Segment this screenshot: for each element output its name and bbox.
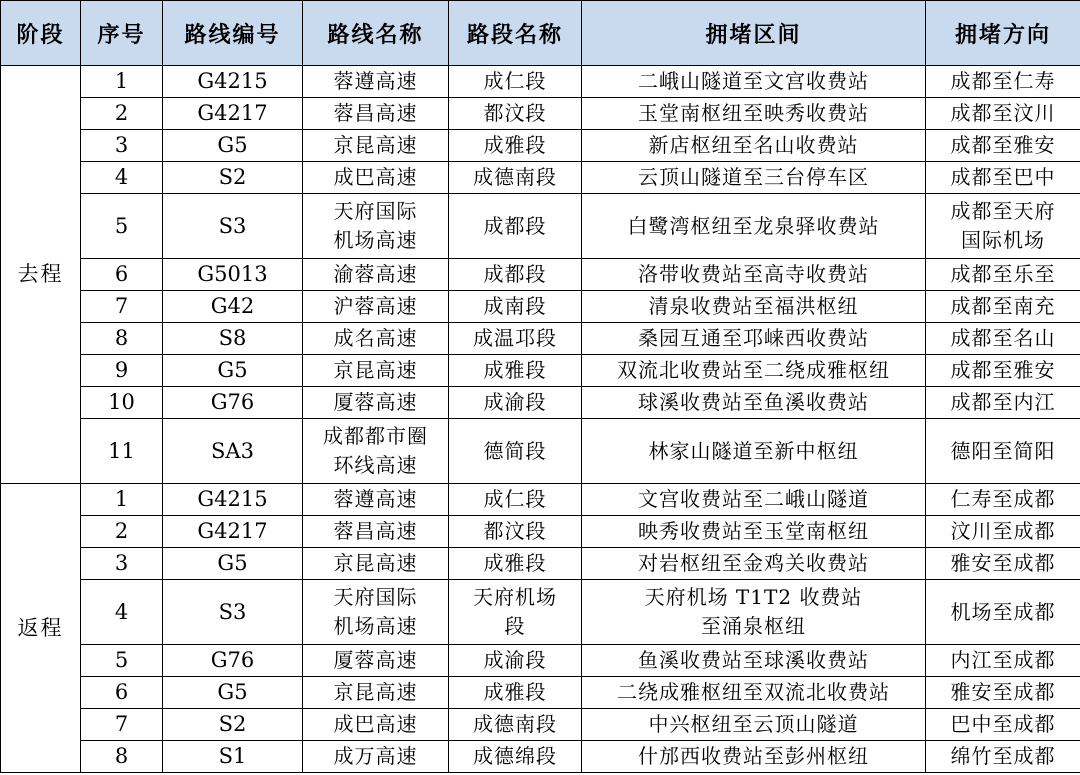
cell-route-code: S1 [163,741,303,773]
stage-cell: 返程 [1,484,81,773]
cell-congestion-direction: 雅安至成都 [926,548,1080,580]
cell-section-name: 成德南段 [449,709,582,741]
header-route-name: 路线名称 [303,1,449,66]
table-row [1,709,1080,741]
cell-line: 机场高速 [333,228,418,252]
cell-congestion-range: 云顶山隧道至三台停车区 [582,162,926,194]
header-row [1,1,1080,66]
table-row [1,387,1080,419]
cell-line: 段 [504,614,526,638]
table-body [1,66,1080,773]
cell-section-name: 成雅段 [449,130,582,162]
cell-congestion-range: 清泉收费站至福洪枢纽 [582,291,926,323]
cell-route-name: 成巴高速 [303,709,449,741]
cell-congestion-direction: 成都至仁寿 [926,66,1080,98]
cell-line: 机场高速 [333,614,418,638]
cell-route-code: SA3 [163,419,303,484]
cell-route-name: 京昆高速 [303,130,449,162]
cell-congestion-range: 鱼溪收费站至球溪收费站 [582,645,926,677]
table-row [1,355,1080,387]
cell-congestion-direction: 成都至名山 [926,323,1080,355]
cell-number: 3 [81,130,163,162]
cell-number: 10 [81,387,163,419]
cell-route-name: 蓉昌高速 [303,516,449,548]
cell-route-code: S2 [163,709,303,741]
cell-congestion-direction: 汶川至成都 [926,516,1080,548]
cell-route-code: S8 [163,323,303,355]
cell-section-name: 成都段 [449,194,582,259]
cell-route-code: G76 [163,645,303,677]
cell-number: 6 [81,259,163,291]
cell-congestion-direction: 成都至汶川 [926,98,1080,130]
table-row [1,677,1080,709]
cell-line: 天府国际 [333,199,418,223]
cell-section-name: 成雅段 [449,677,582,709]
cell-number: 3 [81,548,163,580]
cell-section-name: 成渝段 [449,645,582,677]
header-section-name: 路段名称 [449,1,582,66]
table-row [1,162,1080,194]
cell-congestion-direction: 巴中至成都 [926,709,1080,741]
cell-congestion-range: 二峨山隧道至文宫收费站 [582,66,926,98]
cell-number: 2 [81,516,163,548]
cell-congestion-direction: 成都至雅安 [926,130,1080,162]
cell-line: 成都至天府 [950,199,1056,223]
cell-route-name: 蓉昌高速 [303,98,449,130]
cell-number: 5 [81,645,163,677]
cell-route-name: 沪蓉高速 [303,291,449,323]
cell-route-code: G5013 [163,259,303,291]
cell-route-name: 成万高速 [303,741,449,773]
cell-section-name: 都汶段 [449,516,582,548]
cell-number: 8 [81,741,163,773]
table-row [1,484,1080,516]
cell-congestion-direction: 机场至成都 [926,580,1080,645]
cell-route-name: 厦蓉高速 [303,387,449,419]
cell-number: 11 [81,419,163,484]
cell-section-name: 成温邛段 [449,323,582,355]
cell-section-name: 成雅段 [449,548,582,580]
cell-line: 天府机场 T1T2 收费站 [644,585,863,609]
cell-section-name: 成都段 [449,259,582,291]
cell-number: 5 [81,194,163,259]
cell-congestion-range: 桑园互通至邛崃西收费站 [582,323,926,355]
cell-route-name: 成名高速 [303,323,449,355]
cell-route-name: 成巴高速 [303,162,449,194]
cell-congestion-range: 二绕成雅枢纽至双流北收费站 [582,677,926,709]
cell-congestion-direction: 成都至南充 [926,291,1080,323]
cell-number: 4 [81,580,163,645]
cell-route-code: S3 [163,194,303,259]
cell-congestion-direction [926,194,1080,259]
cell-congestion-direction: 内江至成都 [926,645,1080,677]
cell-congestion-direction: 雅安至成都 [926,677,1080,709]
cell-number: 8 [81,323,163,355]
cell-line: 天府国际 [333,585,418,609]
cell-congestion-range: 双流北收费站至二绕成雅枢纽 [582,355,926,387]
cell-route-name: 厦蓉高速 [303,645,449,677]
cell-congestion-range: 新店枢纽至名山收费站 [582,130,926,162]
table-row [1,194,1080,259]
cell-number: 9 [81,355,163,387]
cell-route-code: G5 [163,677,303,709]
cell-congestion-range: 林家山隧道至新中枢纽 [582,419,926,484]
cell-section-name: 德简段 [449,419,582,484]
cell-section-name: 成渝段 [449,387,582,419]
cell-number: 2 [81,98,163,130]
table-row [1,323,1080,355]
cell-congestion-direction: 成都至内江 [926,387,1080,419]
cell-congestion-range: 中兴枢纽至云顶山隧道 [582,709,926,741]
cell-route-name: 蓉遵高速 [303,66,449,98]
table-row [1,548,1080,580]
cell-number: 1 [81,484,163,516]
cell-route-code: G4215 [163,484,303,516]
table-header [1,1,1080,66]
table-row [1,580,1080,645]
cell-number: 7 [81,291,163,323]
cell-route-code: G5 [163,548,303,580]
cell-congestion-direction: 成都至乐至 [926,259,1080,291]
cell-section-name: 成德南段 [449,162,582,194]
cell-line: 环线高速 [333,453,418,477]
cell-route-code: G5 [163,355,303,387]
cell-congestion-direction: 德阳至简阳 [926,419,1080,484]
cell-congestion-range [582,580,926,645]
cell-congestion-range: 球溪收费站至鱼溪收费站 [582,387,926,419]
cell-congestion-direction: 绵竹至成都 [926,741,1080,773]
cell-route-code: G4215 [163,66,303,98]
cell-congestion-range: 玉堂南枢纽至映秀收费站 [582,98,926,130]
cell-section-name: 都汶段 [449,98,582,130]
table-row [1,741,1080,773]
table-row [1,419,1080,484]
cell-route-name: 京昆高速 [303,355,449,387]
table-row [1,259,1080,291]
cell-route-code: G42 [163,291,303,323]
cell-route-code: S3 [163,580,303,645]
table-row [1,645,1080,677]
cell-route-code: G5 [163,130,303,162]
header-route-code: 路线编号 [163,1,303,66]
table-row [1,98,1080,130]
header-congestion-range: 拥堵区间 [582,1,926,66]
cell-route-code: G76 [163,387,303,419]
cell-congestion-range: 什邡西收费站至彭州枢纽 [582,741,926,773]
cell-route-name [303,580,449,645]
cell-section-name: 成仁段 [449,484,582,516]
header-congestion-direction: 拥堵方向 [926,1,1080,66]
cell-line: 国际机场 [961,228,1045,252]
cell-route-name: 渝蓉高速 [303,259,449,291]
cell-section-name: 成仁段 [449,66,582,98]
cell-congestion-range: 白鹭湾枢纽至龙泉驿收费站 [582,194,926,259]
header-number: 序号 [81,1,163,66]
header-stage: 阶段 [1,1,81,66]
cell-route-name: 京昆高速 [303,677,449,709]
cell-congestion-range: 映秀收费站至玉堂南枢纽 [582,516,926,548]
cell-route-name [303,419,449,484]
cell-number: 1 [81,66,163,98]
cell-route-name: 蓉遵高速 [303,484,449,516]
cell-congestion-direction: 成都至巴中 [926,162,1080,194]
cell-section-name: 成德绵段 [449,741,582,773]
table-row [1,516,1080,548]
stage-cell: 去程 [1,66,81,484]
cell-line: 至涌泉枢纽 [701,614,806,638]
cell-line: 天府机场 [473,585,557,609]
cell-line: 成都都市圈 [323,424,428,448]
cell-route-name [303,194,449,259]
cell-section-name: 成南段 [449,291,582,323]
cell-number: 6 [81,677,163,709]
table-row [1,291,1080,323]
cell-route-code: G4217 [163,98,303,130]
table-row [1,66,1080,98]
cell-congestion-range: 洛带收费站至高寺收费站 [582,259,926,291]
table-row [1,130,1080,162]
cell-congestion-range: 文宫收费站至二峨山隧道 [582,484,926,516]
cell-congestion-direction: 仁寿至成都 [926,484,1080,516]
cell-section-name [449,580,582,645]
cell-number: 4 [81,162,163,194]
cell-number: 7 [81,709,163,741]
cell-route-code: G4217 [163,516,303,548]
cell-route-name: 京昆高速 [303,548,449,580]
cell-congestion-direction: 成都至雅安 [926,355,1080,387]
cell-congestion-range: 对岩枢纽至金鸡关收费站 [582,548,926,580]
cell-section-name: 成雅段 [449,355,582,387]
cell-route-code: S2 [163,162,303,194]
